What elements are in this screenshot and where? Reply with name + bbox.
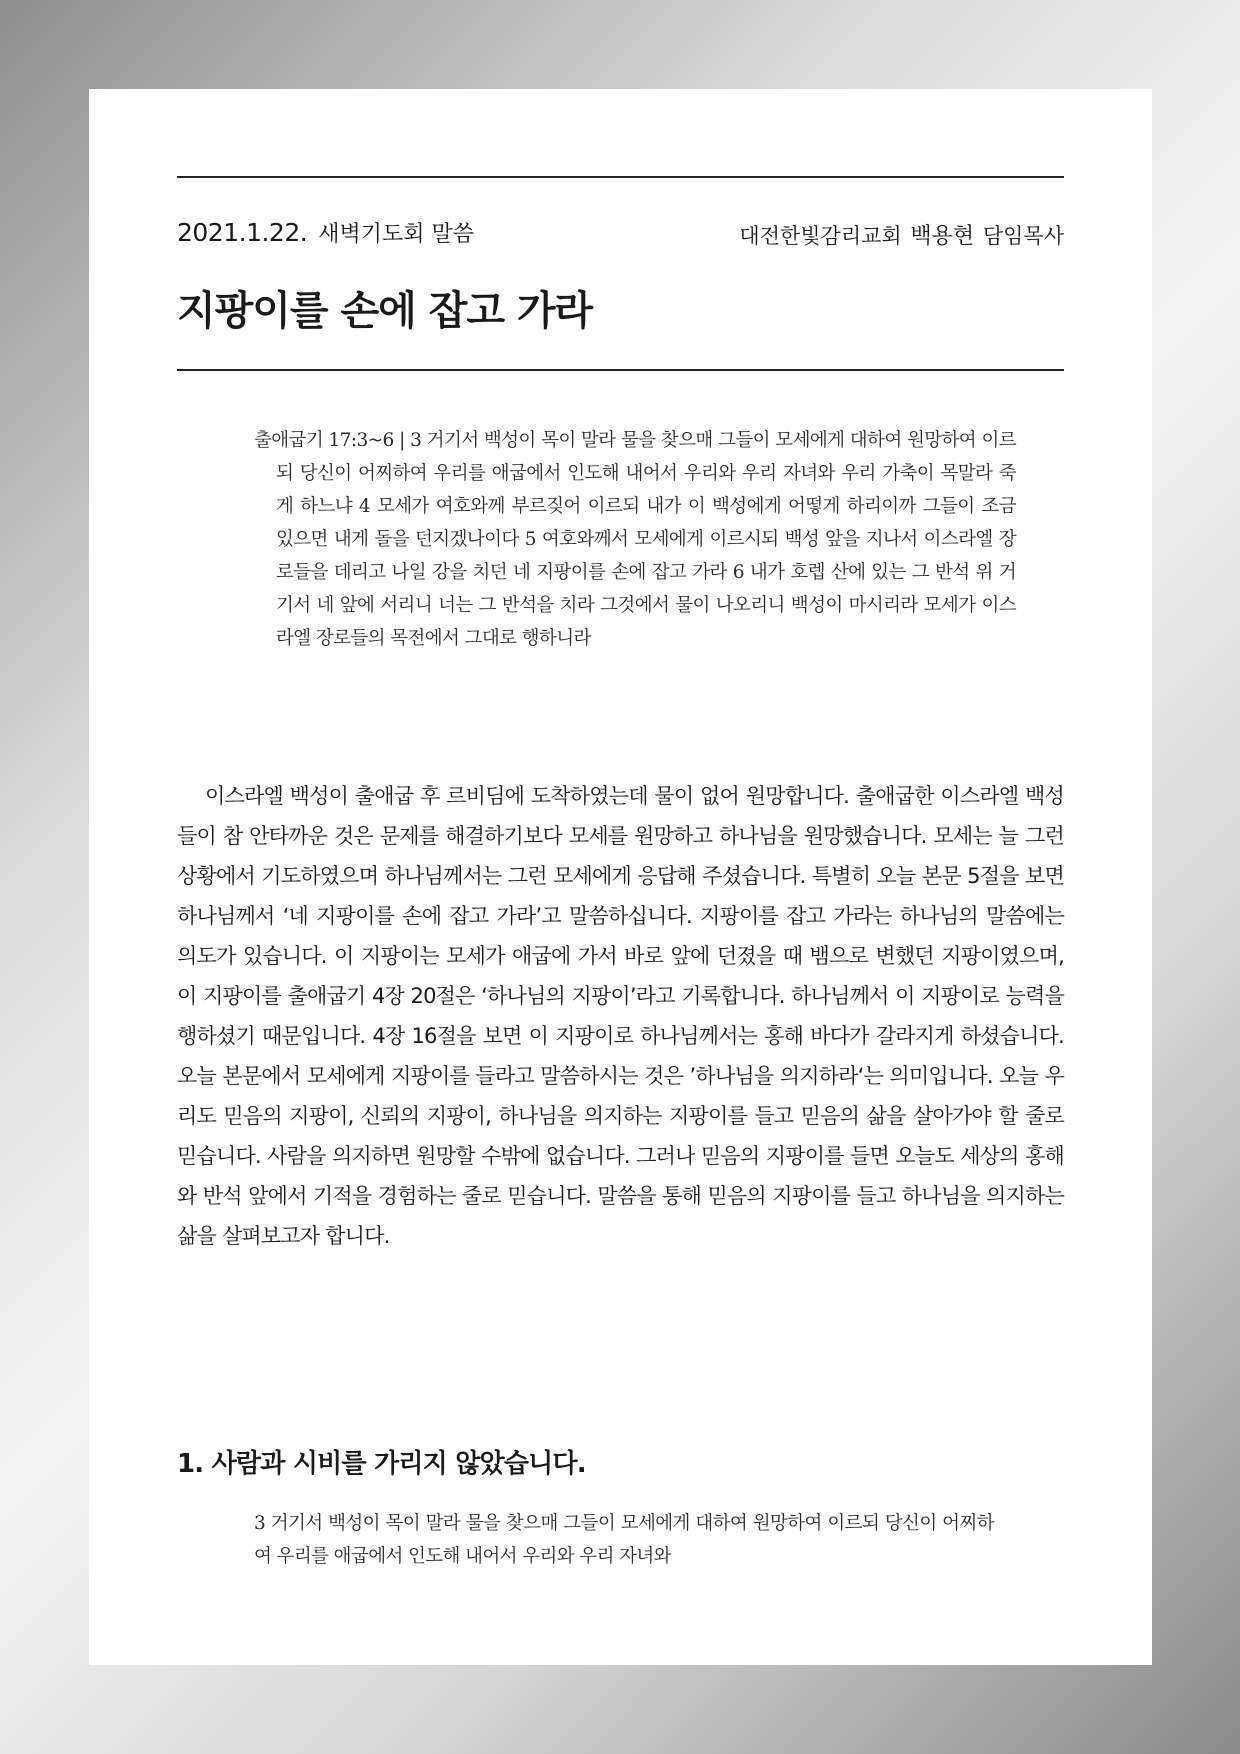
service-name: 새벽기도회 말씀 bbox=[318, 222, 474, 247]
scripture-passage: 출애굽기 17:3~6 | 3 거기서 백성이 목이 말라 물을 찾으매 그들이 모세에게 대하여 원망하여 이르되 당신이 어찌하여 우리를 애굽에서 인도해 내어서 우리와 우리 자녀와 우리 가축이 목말라 죽게 하느냐 4 모세가 여호와께 부르짖어 이르되 내가 이 백성에게 어떻게 하리이까 그들이 조금 있으면 내게 돌을 던지겠나이다 5 여호와께서 모세에게 이르시되 백성 앞을 지나서 이스라엘 장로들을 데리고 나일 강을 치던 네 지팡이를 손에 잡고 가라 6 내가 호렙 산에 있는 그 반석 위 거기서 네 앞에 서리니 너는 그 반석을 치라 그것에서 물이 나오리니 백성이 마시리라 모세가 이스라엘 장로들의 목전에서 그대로 행하니라 bbox=[254, 430, 1016, 649]
sermon-body: 이스라엘 백성이 출애굽 후 르비딤에 도착하였는데 물이 없어 원망합니다. 출애굽한 이스라엘 백성들이 참 안타까운 것은 문제를 해결하기보다 모세를 원망하고 하나님을 원망했습니다. 모세는 늘 그런 상황에서 기도하였으며 하나님께서는 그런 모세에게 응답해 주셨습니다. 특별히 오늘 본문 5절을 보면 하나님께서 ‘네 지팡이를 손에 잡고 가라’고 말씀하십니다. 지팡이를 잡고 가라는 하나님의 말씀에는 의도가 있습니다. 이 지팡이는 모세가 애굽에 가서 바로 앞에 던졌을 때 뱀으로 변했던 지팡이였으며, 이 지팡이를 출애굽기 4장 20절은 ‘하나님의 지팡이’라고 기록합니다. 하나님께서 이 지팡이로 능력을 행하셨기 때문입니다. 4장 16절을 보면 이 지팡이로 하나님께서는 홍해 바다가 갈라지게 하셨습니다. 오늘 본문에서 모세에게 지팡이를 들라고 말씀하시는 것은 ’하나님을 의지하라‘는 의미입니다. 오늘 우리도 믿음의 지팡이, 신뢰의 지팡이, 하나님을 의지하는 지팡이를 들고 믿음의 삶을 살아가야 할 줄로 믿습니다. 사람을 의지하면 원망할 수밖에 없습니다. 그러나 믿음의 지팡이를 들면 오늘도 세상의 홍해와 반석 앞에서 기적을 경험하는 줄로 믿습니다. 말씀을 통해 믿음의 지팡이를 들고 하나님을 의지하는 삶을 살펴보고자 합니다. bbox=[177, 784, 1064, 1248]
sermon-title: 지팡이를 손에 잡고 가라 bbox=[177, 288, 593, 334]
top-divider bbox=[177, 176, 1064, 178]
section-1-verse: 3 거기서 백성이 목이 말라 물을 찾으매 그들이 모세에게 대하여 원망하여 이르되 당신이 어찌하여 우리를 애굽에서 인도해 내어서 우리와 우리 자녀와 bbox=[254, 1513, 994, 1567]
church-name: 대전한빛감리교회 bbox=[739, 224, 902, 248]
bottom-divider bbox=[177, 369, 1064, 371]
pastor-name: 백용현 bbox=[910, 224, 975, 249]
sermon-date: 2021.1.22. bbox=[177, 218, 308, 247]
document-page bbox=[89, 89, 1152, 1665]
sermon-date-line bbox=[177, 217, 474, 248]
pastor-title: 담임목사 bbox=[982, 224, 1064, 248]
section-1-heading: 1. 사람과 시비를 가리지 않았습니다. bbox=[177, 1449, 586, 1479]
author-line bbox=[739, 219, 1064, 250]
